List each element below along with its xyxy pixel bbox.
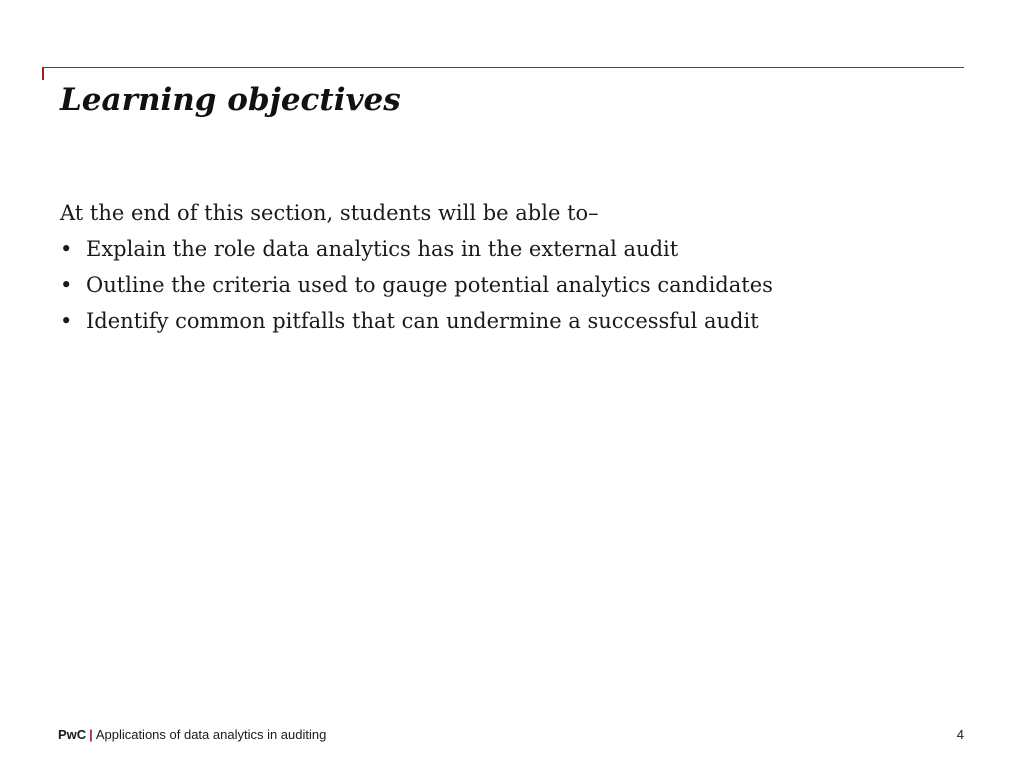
slide-footer	[58, 726, 326, 744]
slide-title: Learning objectives	[60, 82, 401, 118]
slide-body	[60, 195, 960, 339]
objective-item	[60, 231, 960, 267]
footer-presentation-title: Applications of data analytics in auditing	[95, 727, 327, 742]
objective-text: Explain the role data analytics has in the external audit	[86, 237, 679, 261]
objectives-list	[60, 231, 960, 339]
bullet-icon: •	[60, 237, 73, 261]
bullet-icon: •	[60, 273, 73, 297]
header-corner-mark	[42, 67, 44, 80]
objectives-intro: At the end of this section, students will be able to–	[60, 201, 599, 225]
objective-item	[60, 303, 960, 339]
bullet-icon: •	[60, 309, 73, 333]
page-number: 4	[956, 727, 964, 742]
header-rule	[42, 67, 964, 68]
footer-separator: |	[89, 727, 93, 742]
objective-text: Identify common pitfalls that can undermine a successful audit	[86, 309, 759, 333]
objective-text: Outline the criteria used to gauge potential analytics candidates	[86, 273, 773, 297]
footer-brand: PwC	[58, 727, 87, 742]
objective-item	[60, 267, 960, 303]
